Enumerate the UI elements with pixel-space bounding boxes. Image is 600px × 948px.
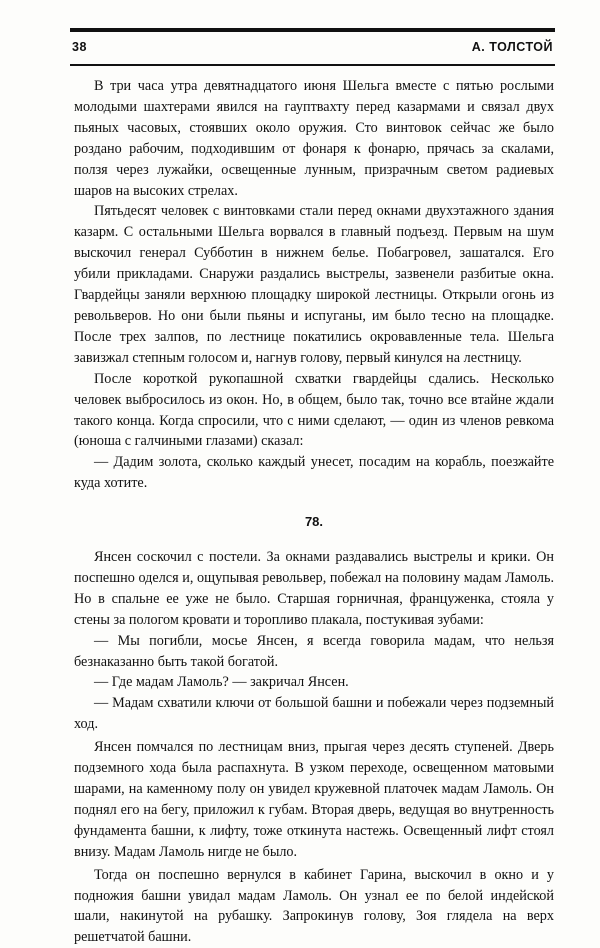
paragraph: — Мы погибли, мосье Янсен, я всегда говорила мадам, что нельзя безнаказанно быть такой богатой.: [74, 632, 554, 670]
paragraph: В три часа утра девятнадцатого июня Шельга вместе с пятью рослыми молодыми шахтерами явился на гауптвахту перед казармами и связал двух пьяных часовых, стоявших около оружия. Сто винтовок сейчас же было роздано рабочим, подходившим от фонаря к фонарю, прячась за скалами, ползя через лужайки, освещенные лунным, призрачным светом радиевых шаров на высоких стрелах.: [74, 78, 554, 199]
paragraph: — Дадим золота, сколько каждый унесет, посадим на корабль, поезжайте куда хотите.: [74, 454, 554, 492]
paragraph: — Где мадам Ламоль? — закричал Янсен.: [94, 674, 349, 691]
header-rule-top: [70, 28, 555, 32]
page-body: [74, 76, 554, 948]
paragraph: Янсен соскочил с постели. За окнами раздавались выстрелы и крики. Он поспешно оделся и, ощупывая револьвер, побежал на половину мадам Ламоль. Но в спальне ее уже не было. Старшая горничная, француженка, стояла у стены за пологом кровати и торопливо плакала, постукивая зубами:: [74, 549, 554, 628]
running-header: [72, 40, 553, 54]
running-title: А. ТОЛСТОЙ: [471, 40, 553, 54]
chapter-number: 78.: [304, 514, 324, 530]
paragraph: Пятьдесят человек с винтовками стали перед окнами двухэтажного здания казарм. С остальными Шельга ворвался в главный подъезд. Первым на шум выскочил генерал Субботин в нижнем белье. Побагровел, зашатался. Его убили прикладами. Снаружи раздались выстрелы, зазвенели разбитые окна. Гвардейцы заняли верхнюю площадку широкой лестницы. Открыли огонь из револьверов. Но они были пьяны и испуганы, им было тесно на площадке. После трех залпов, по лестнице покатились окровавленные тела. Шельга завизжал степным голосом и, нагнув голову, первый кинулся на лестницу.: [74, 203, 554, 366]
page-number: 38: [72, 40, 87, 54]
paragraph: После короткой рукопашной схватки гвардейцы сдались. Несколько человек выбросилось из окон. Но, в общем, было так, точно все втайне ждали такого конца. Когда спросили, что с ними сделают, — один из членов ревкома (юноша с галчиными глазами) сказал:: [74, 370, 554, 450]
paragraph: Янсен помчался по лестницам вниз, прыгая через десять ступеней. Дверь подземного хода была распахнута. В узком переходе, освещенном матовыми шарами, на каменному полу он увидел кружевной платочек мадам Ламоль. Он поднял его на бегу, приложил к губам. Вторая дверь, ведущая во внутренность фундамента башни, к лифту, тоже откинута настежь. Освещенный лифт стоял внизу. Мадам Ламоль нигде не было.: [74, 739, 554, 860]
paragraph: — Мадам схватили ключи от большой башни и побежали через подземный ход.: [74, 695, 554, 733]
header-rule-bottom: [70, 64, 555, 66]
paragraph: Тогда он поспешно вернулся в кабинет Гарина, выскочил в окно и у подножия башни увидал мадам Ламоль. Он узнал ее по белой индейской шали, накинутой на рубашку. Запрокинув голову, Зоя глядела на верх решетчатой башни.: [74, 866, 554, 946]
